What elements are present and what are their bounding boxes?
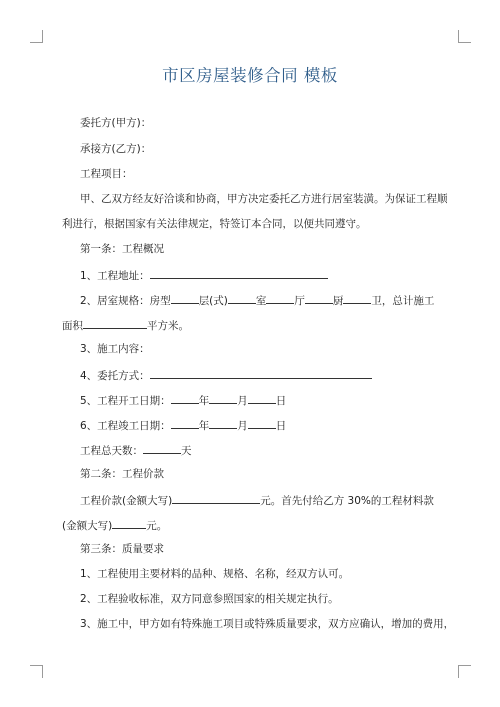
article-1-heading: 第一条：工程概况 [80, 243, 164, 255]
material-price-unit: 元。 [146, 520, 168, 532]
quality-item-1: 1、工程使用主要材料的品种、规格、名称，经双方认可。 [80, 568, 350, 580]
price-label: 工程价款(金额大写) [80, 495, 173, 507]
page-corner-mark-top-left [30, 30, 43, 43]
hall-unit-text: 厅 [294, 295, 305, 307]
start-month-unit: 月 [237, 395, 248, 407]
floor-blank [228, 292, 256, 304]
address-label: 1、工程地址： [80, 270, 150, 282]
kitchen-unit-text: 厨 [332, 295, 344, 307]
finish-month-blank [209, 417, 237, 429]
area-unit-text: 平方米。 [147, 320, 189, 332]
price-line-2 [62, 517, 167, 533]
page-corner-mark-bottom-right [458, 665, 471, 678]
start-day-unit: 日 [275, 395, 287, 407]
start-month-blank [209, 392, 237, 404]
finish-year-unit: 年 [198, 420, 210, 432]
room-blank [266, 292, 294, 304]
item-1-address [80, 267, 328, 283]
material-price-label: (金额大写) [62, 520, 113, 532]
article-3-heading: 第三条：质量要求 [80, 543, 164, 555]
start-day-blank [248, 392, 276, 404]
room-spec-label: 2、居室规格：房型 [80, 295, 171, 307]
hall-blank [305, 292, 333, 304]
item-3-content: 3、施工内容： [80, 343, 150, 355]
address-blank [150, 267, 328, 279]
item-2-room-spec [80, 292, 434, 308]
item-2-area [62, 317, 189, 333]
finish-year-blank [171, 417, 199, 429]
total-days [80, 442, 192, 458]
project-label: 工程项目： [80, 168, 133, 180]
start-year-blank [171, 392, 199, 404]
document-title: 市区房屋装修合同 模板 [162, 66, 338, 85]
material-price-blank [112, 517, 146, 529]
article-2-heading: 第二条：工程价款 [80, 468, 164, 480]
page-corner-mark-top-right [458, 30, 471, 43]
floor-unit-text: 层(式) [198, 295, 228, 307]
client-label: 委托方(甲方)： [80, 117, 152, 129]
finish-month-unit: 月 [237, 420, 248, 432]
price-blank [172, 492, 260, 504]
contractor-label: 承接方(乙方)： [80, 143, 152, 155]
quality-item-2: 2、工程验收标准，双方同意参照国家的相关规定执行。 [80, 593, 339, 605]
total-days-label: 工程总天数： [80, 445, 143, 457]
room-unit-text: 室 [255, 295, 267, 307]
finish-day-unit: 日 [275, 420, 287, 432]
page-corner-mark-bottom-left [30, 665, 43, 678]
method-label: 4、委托方式： [80, 370, 150, 382]
price-line-1 [80, 492, 434, 508]
start-year-unit: 年 [198, 395, 210, 407]
price-text: 元。首先付给乙方 30%的工程材料款 [260, 495, 434, 507]
finish-day-blank [248, 417, 276, 429]
finish-date-label: 6、工程竣工日期： [80, 420, 171, 432]
quality-item-3: 3、施工中，甲方如有特殊施工项目或特殊质量要求，双方应确认，增加的费用， [80, 618, 455, 630]
kitchen-blank [343, 292, 371, 304]
method-blank [150, 367, 372, 379]
total-days-unit: 天 [181, 445, 192, 457]
area-label: 面积 [62, 320, 83, 332]
item-5-start-date [80, 392, 286, 408]
item-6-finish-date [80, 417, 286, 433]
area-blank [83, 317, 147, 329]
start-date-label: 5、工程开工日期： [80, 395, 171, 407]
intro-paragraph-line-2: 利进行，根据国家有关法律规定，特签订本合同，以便共同遵守。 [62, 218, 367, 230]
item-4-method [80, 367, 372, 383]
bath-total-text: 卫，总计施工 [371, 295, 435, 307]
room-type-blank [171, 292, 199, 304]
total-days-blank [143, 442, 181, 454]
intro-paragraph-line-1: 甲、乙双方经友好洽谈和协商，甲方决定委托乙方进行居室装潢。为保证工程顺 [80, 193, 448, 205]
